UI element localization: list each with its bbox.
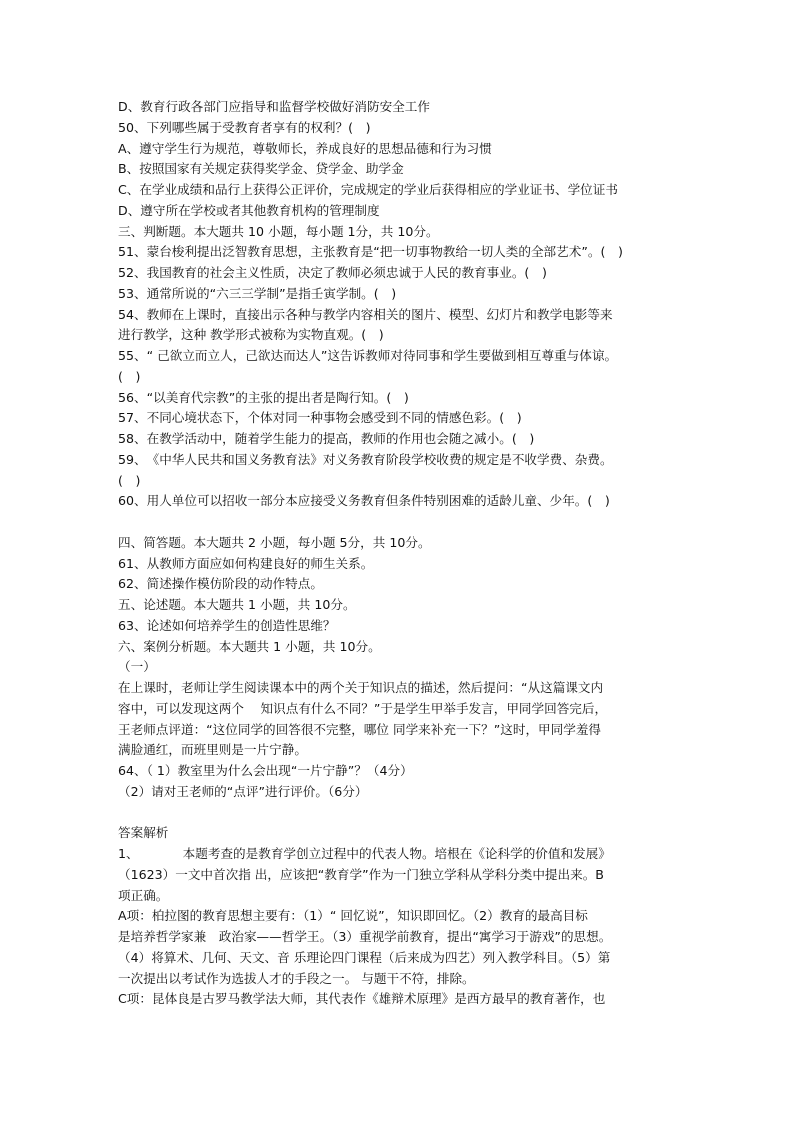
- text-line: D、遵守所在学校或者其他教育机构的管理制度: [118, 202, 380, 218]
- text-line: 58、在教学活动中，随着学生能力的提高，教师的作用也会随之减小。( ): [118, 431, 535, 446]
- text-line: （4）将算术、几何、天文、音 乐理论四门课程（后来成为四艺）列入教学科目。（5）第: [118, 949, 611, 965]
- text-line: 容中，可以发现这两个 知识点有什么不同？”于是学生甲举手发言，甲同学回答完后，: [118, 700, 608, 716]
- text-line: 进行教学，这种 教学形式被称为实物直观。( ): [118, 327, 384, 343]
- text-line: D、教育行政各部门应指导和监督学校做好消防安全工作: [118, 99, 430, 114]
- text-line: 是培养哲学家兼 政治家——哲学王。（3）重视学前教育，提出“寓学习于游戏”的思想。: [118, 929, 612, 944]
- text-line: 满脸通红，而班里则是一片宁静。: [118, 742, 307, 758]
- text-line: 62、简述操作模仿阶段的动作特点。: [118, 576, 323, 592]
- text-line: 59、 《中华人民共和国义务教育法》对义务教育阶段学校收费的规定是不收学费、杂费。: [118, 451, 613, 467]
- text-line: 在上课时，老师让学生阅读课本中的两个关于知识点的描述，然后提问：“从这篇课文内: [118, 680, 604, 695]
- text-line: 王老师点评道：“这位同学的回答很不完整，哪位 同学来补充一下？”这时，甲同学羞得: [118, 721, 602, 737]
- text-line: 52、我国教育的社会主义性质，决定了教师必须忠诚于人民的教育事业。( ): [118, 265, 547, 280]
- text-line: （一）: [118, 659, 156, 675]
- text-line: 1、 本题考查的是教育学创立过程中的代表人物。培根在《论科学的价值和发展》: [118, 846, 611, 861]
- text-line: 答案解析: [118, 825, 169, 841]
- text-line: 60、用人单位可以招收一部分本应接受义务教育但条件特别困难的适龄儿童、少年。( ): [118, 493, 610, 509]
- text-line: ( ): [118, 472, 141, 488]
- text-line: B、按照国家有关规定获得奖学金、贷学金、助学金: [118, 161, 404, 177]
- text-line: 61、从教师方面应如何构建良好的师生关系。: [118, 555, 374, 571]
- blank-line: [118, 803, 698, 824]
- text-line: 51、蒙台梭利提出泛智教育思想，主张教育是“把一切事物教给一切人类的全部艺术”。( ): [118, 244, 623, 260]
- text-line: （2）请对王老师的“点评”进行评价。（6分）: [118, 783, 368, 799]
- text-line: 56、“以美育代宗教”的主张的提出者是陶行知。( ): [118, 389, 409, 405]
- text-line: 项正确。: [118, 887, 169, 903]
- text-line: 六、案例分析题。本大题共 1 小题，共 10分。: [118, 638, 381, 654]
- text-line: 64、（ 1）教室里为什么会出现“一片宁静”？（4分）: [118, 763, 413, 778]
- text-line: A项：柏拉图的教育思想主要有：（1）“ 回忆说”，知识即回忆。（2）教育的最高目标: [118, 908, 588, 924]
- text-line: ( ): [118, 368, 141, 384]
- text-line: 53、通常所说的“六三三学制”是指壬寅学制。( ): [118, 285, 397, 301]
- text-line: C、在学业成绩和品行上获得公正评价，完成规定的学业后获得相应的学业证书、学位证书: [118, 182, 618, 197]
- text-line: 54、教师在上课时，直接出示各种与教学内容相关的图片、模型、幻灯片和教学电影等来: [118, 306, 613, 322]
- text-line: 63、论述如何培养学生的创造性思维？: [118, 617, 336, 633]
- text-line: 四、简答题。本大题共 2 小题，每小题 5分，共 10分。: [118, 534, 431, 550]
- document-body: [118, 97, 698, 1010]
- text-line: 55、“ 己欲立而立人，己欲达而达人”这告诉教师对待同事和学生要做到相互尊重与体谅。: [118, 348, 618, 363]
- text-line: 一次提出以考试作为选拔人才的手段之一。 与题干不符，排除。: [118, 970, 475, 986]
- text-line: 五、论述题。本大题共 1 小题，共 10分。: [118, 597, 356, 612]
- blank-line: [118, 512, 698, 533]
- text-line: （1623）一文中首次指 出，应该把“教育学”作为一门独立学科从学科分类中提出来。B: [118, 866, 604, 882]
- text-line: C项：昆体良是古罗马教学法大师，其代表作《雄辩术原理》是西方最早的教育著作，也: [118, 991, 606, 1007]
- text-line: A、遵守学生行为规范，尊敬师长，养成良好的思想品德和行为习惯: [118, 140, 492, 156]
- text-line: 57、不同心境状态下，个体对同一种事物会感受到不同的情感色彩。( ): [118, 410, 522, 426]
- text-line: 三、判断题。本大题共 10 小题，每小题 1分，共 10分。: [118, 223, 439, 239]
- text-line: 50、下列哪些属于受教育者享有的权利？( ): [118, 119, 371, 135]
